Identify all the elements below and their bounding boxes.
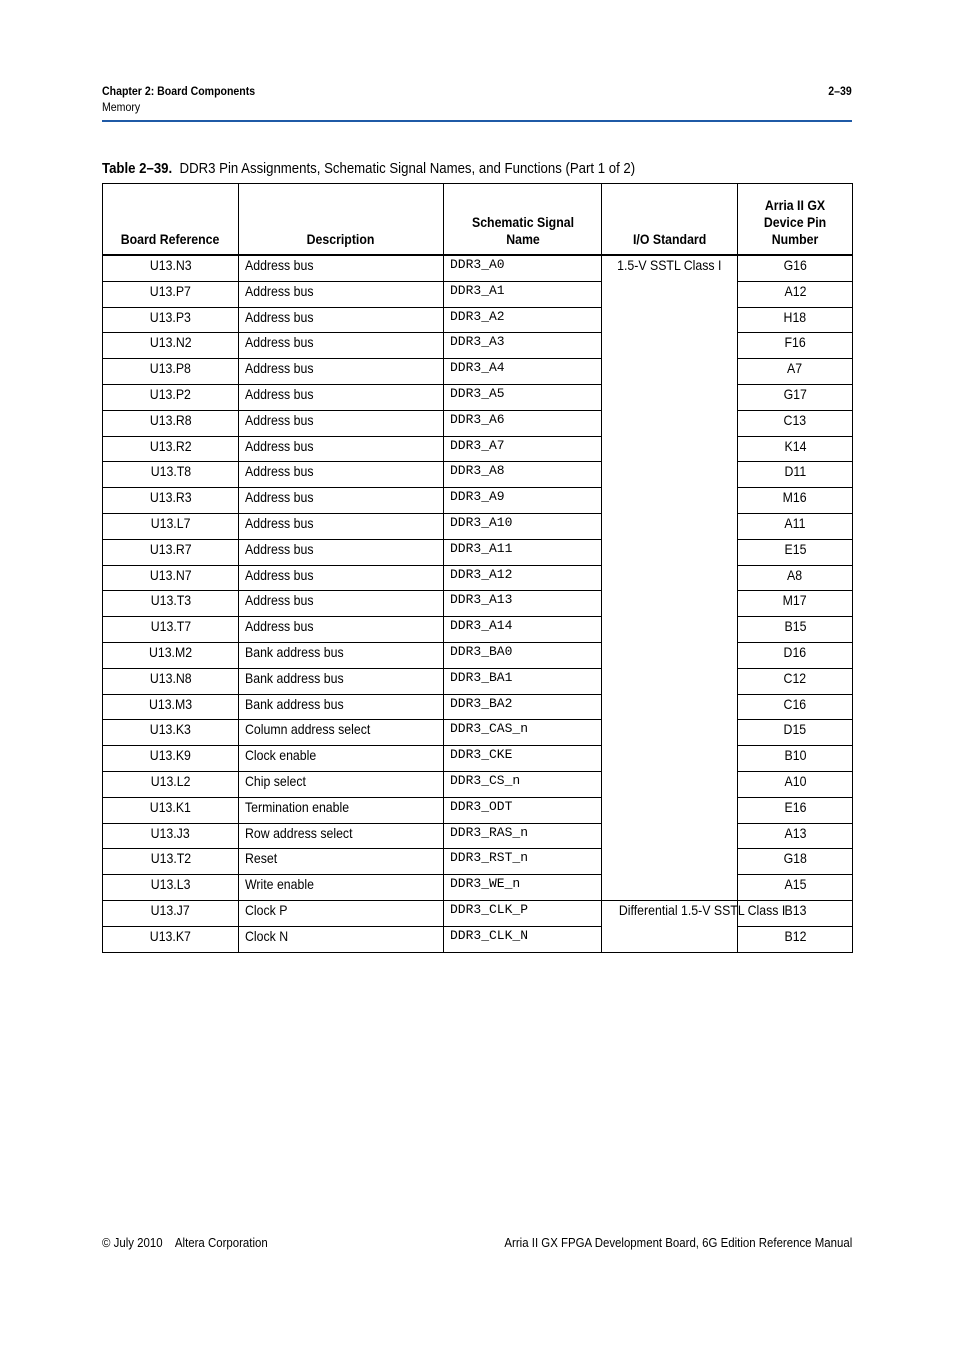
signal-name-cell: DDR3_A0: [444, 255, 602, 281]
description-cell: Address bus: [239, 565, 444, 591]
signal-name-cell: DDR3_A5: [444, 384, 602, 410]
table-caption-text: DDR3 Pin Assignments, Schematic Signal Names, and Functions (Part 1 of 2): [179, 160, 636, 177]
signal-name-cell: DDR3_ODT: [444, 797, 602, 823]
board-reference-cell: U13.T3: [103, 591, 239, 617]
table-row: [103, 565, 853, 591]
table-row: [103, 926, 853, 952]
signal-name-cell: DDR3_CKE: [444, 746, 602, 772]
description-cell: Address bus: [239, 488, 444, 514]
device-pin-cell: B10: [738, 746, 853, 772]
description-cell: Address bus: [239, 436, 444, 462]
device-pin-cell: F16: [738, 333, 853, 359]
description-cell: Clock N: [239, 926, 444, 952]
board-reference-cell: U13.L3: [103, 875, 239, 901]
description-cell: Clock P: [239, 900, 444, 926]
description-cell: Address bus: [239, 617, 444, 643]
board-reference-cell: U13.P3: [103, 307, 239, 333]
signal-name-cell: DDR3_WE_n: [444, 875, 602, 901]
signal-name-cell: DDR3_BA1: [444, 668, 602, 694]
signal-name-cell: DDR3_A14: [444, 617, 602, 643]
board-reference-cell: U13.R3: [103, 488, 239, 514]
device-pin-cell: D15: [738, 720, 853, 746]
board-reference-cell: U13.N2: [103, 333, 239, 359]
description-cell: Address bus: [239, 410, 444, 436]
board-reference-cell: U13.P2: [103, 384, 239, 410]
device-pin-cell: D11: [738, 462, 853, 488]
signal-name-cell: DDR3_A10: [444, 513, 602, 539]
table-row: [103, 823, 853, 849]
description-cell: Address bus: [239, 462, 444, 488]
column-header-board-reference: Board Reference: [103, 184, 239, 256]
device-pin-cell: D16: [738, 642, 853, 668]
table-row: [103, 849, 853, 875]
signal-name-cell: DDR3_A3: [444, 333, 602, 359]
description-cell: Address bus: [239, 255, 444, 281]
table-row: [103, 307, 853, 333]
signal-name-cell: DDR3_CAS_n: [444, 720, 602, 746]
description-cell: Bank address bus: [239, 642, 444, 668]
device-pin-cell: E16: [738, 797, 853, 823]
device-pin-cell: G17: [738, 384, 853, 410]
board-reference-cell: U13.P7: [103, 281, 239, 307]
device-pin-cell: A12: [738, 281, 853, 307]
device-pin-cell: C16: [738, 694, 853, 720]
board-reference-cell: U13.L2: [103, 771, 239, 797]
table-row: [103, 333, 853, 359]
device-pin-cell: B12: [738, 926, 853, 952]
column-header-schematic-signal-name: Schematic Signal Name: [444, 184, 602, 256]
description-cell: Address bus: [239, 384, 444, 410]
table-header-row: [103, 184, 853, 256]
signal-name-cell: DDR3_BA2: [444, 694, 602, 720]
signal-name-cell: DDR3_A11: [444, 539, 602, 565]
board-reference-cell: U13.L7: [103, 513, 239, 539]
signal-name-cell: DDR3_A6: [444, 410, 602, 436]
description-cell: Address bus: [239, 281, 444, 307]
section-title: Memory: [102, 100, 141, 114]
description-cell: Address bus: [239, 333, 444, 359]
signal-name-cell: DDR3_A8: [444, 462, 602, 488]
board-reference-cell: U13.T8: [103, 462, 239, 488]
board-reference-cell: U13.J7: [103, 900, 239, 926]
device-pin-cell: K14: [738, 436, 853, 462]
device-pin-cell: E15: [738, 539, 853, 565]
table-row: [103, 720, 853, 746]
chapter-title: Chapter 2: Board Components: [102, 84, 256, 98]
description-cell: Chip select: [239, 771, 444, 797]
device-pin-cell: B15: [738, 617, 853, 643]
signal-name-cell: DDR3_RAS_n: [444, 823, 602, 849]
table-row: [103, 771, 853, 797]
board-reference-cell: U13.R2: [103, 436, 239, 462]
description-cell: Row address select: [239, 823, 444, 849]
page-number: 2–39: [828, 84, 852, 98]
device-pin-cell: M16: [738, 488, 853, 514]
description-cell: Address bus: [239, 307, 444, 333]
device-pin-cell: C13: [738, 410, 853, 436]
description-cell: Bank address bus: [239, 668, 444, 694]
description-cell: Address bus: [239, 359, 444, 385]
device-pin-cell: G18: [738, 849, 853, 875]
device-pin-cell: H18: [738, 307, 853, 333]
page-header: [102, 84, 852, 122]
description-cell: Termination enable: [239, 797, 444, 823]
table-row: [103, 513, 853, 539]
io-standard-cell: Differential 1.5-V SSTL Class I: [602, 900, 738, 952]
table-row: [103, 462, 853, 488]
device-pin-cell: A10: [738, 771, 853, 797]
description-cell: Write enable: [239, 875, 444, 901]
board-reference-cell: U13.N3: [103, 255, 239, 281]
signal-name-cell: DDR3_A9: [444, 488, 602, 514]
device-pin-cell: A13: [738, 823, 853, 849]
table-row: [103, 642, 853, 668]
board-reference-cell: U13.M2: [103, 642, 239, 668]
pin-assignment-table: [102, 183, 853, 953]
table-body: [103, 255, 853, 952]
board-reference-cell: U13.R8: [103, 410, 239, 436]
table-row: [103, 384, 853, 410]
table-row: [103, 359, 853, 385]
footer-copyright: © July 2010: [102, 1235, 163, 1250]
column-header-description: Description: [239, 184, 444, 256]
signal-name-cell: DDR3_A2: [444, 307, 602, 333]
signal-name-cell: DDR3_RST_n: [444, 849, 602, 875]
board-reference-cell: U13.K9: [103, 746, 239, 772]
table-row: [103, 591, 853, 617]
column-header-device-pin-number: Arria II GX Device Pin Number: [738, 184, 853, 256]
description-cell: Clock enable: [239, 746, 444, 772]
signal-name-cell: DDR3_BA0: [444, 642, 602, 668]
table-caption-label: Table 2–39.: [102, 160, 173, 177]
board-reference-cell: U13.P8: [103, 359, 239, 385]
signal-name-cell: DDR3_A1: [444, 281, 602, 307]
description-cell: Reset: [239, 849, 444, 875]
table-row: [103, 281, 853, 307]
device-pin-cell: G16: [738, 255, 853, 281]
table-row: [103, 617, 853, 643]
table-row: [103, 255, 853, 281]
footer-left: [102, 1235, 268, 1250]
table-row: [103, 694, 853, 720]
board-reference-cell: U13.R7: [103, 539, 239, 565]
signal-name-cell: DDR3_CLK_P: [444, 900, 602, 926]
board-reference-cell: U13.K3: [103, 720, 239, 746]
table-row: [103, 746, 853, 772]
signal-name-cell: DDR3_A7: [444, 436, 602, 462]
table-row: [103, 410, 853, 436]
table-row: [103, 436, 853, 462]
board-reference-cell: U13.K7: [103, 926, 239, 952]
device-pin-cell: A8: [738, 565, 853, 591]
signal-name-cell: DDR3_A4: [444, 359, 602, 385]
device-pin-cell: A7: [738, 359, 853, 385]
device-pin-cell: A15: [738, 875, 853, 901]
signal-name-cell: DDR3_A12: [444, 565, 602, 591]
table-row: [103, 539, 853, 565]
io-standard-cell: 1.5-V SSTL Class I: [602, 255, 738, 900]
board-reference-cell: U13.K1: [103, 797, 239, 823]
board-reference-cell: U13.N8: [103, 668, 239, 694]
table-row: [103, 875, 853, 901]
board-reference-cell: U13.T7: [103, 617, 239, 643]
device-pin-cell: B13: [738, 900, 853, 926]
signal-name-cell: DDR3_CLK_N: [444, 926, 602, 952]
board-reference-cell: U13.J3: [103, 823, 239, 849]
description-cell: Address bus: [239, 591, 444, 617]
signal-name-cell: DDR3_A13: [444, 591, 602, 617]
table-row: [103, 668, 853, 694]
description-cell: Bank address bus: [239, 694, 444, 720]
device-pin-cell: M17: [738, 591, 853, 617]
footer-manual-title: Arria II GX FPGA Development Board, 6G Edition Reference Manual: [504, 1235, 852, 1250]
footer-company: Altera Corporation: [174, 1235, 268, 1250]
column-header-io-standard: I/O Standard: [602, 184, 738, 256]
table-row: [103, 797, 853, 823]
description-cell: Address bus: [239, 513, 444, 539]
board-reference-cell: U13.M3: [103, 694, 239, 720]
table-caption: [102, 160, 635, 177]
table-row: [103, 900, 853, 926]
table-row: [103, 488, 853, 514]
board-reference-cell: U13.T2: [103, 849, 239, 875]
device-pin-cell: A11: [738, 513, 853, 539]
board-reference-cell: U13.N7: [103, 565, 239, 591]
description-cell: Address bus: [239, 539, 444, 565]
description-cell: Column address select: [239, 720, 444, 746]
signal-name-cell: DDR3_CS_n: [444, 771, 602, 797]
device-pin-cell: C12: [738, 668, 853, 694]
